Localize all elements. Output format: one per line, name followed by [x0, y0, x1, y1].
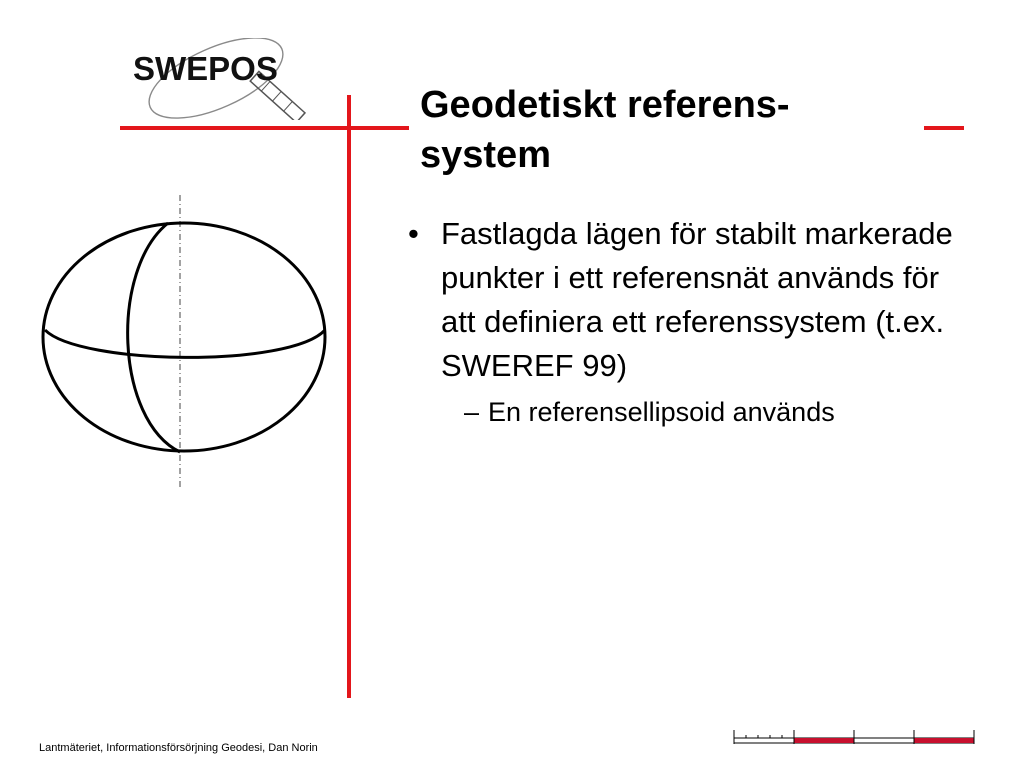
- red-horizontal-line-right: [924, 126, 964, 130]
- bullet-text: Fastlagda lägen för stabilt markerade punkter i ett referensnät används för att definiera ett referenssystem (t.ex. SWEREF 99): [441, 216, 953, 383]
- sub-bullet-marker: –: [464, 397, 480, 427]
- bullet-marker: •: [408, 216, 419, 251]
- swepos-logo-text: SWEPOS: [133, 50, 278, 87]
- red-horizontal-line-left: [120, 126, 409, 130]
- bullet-item: [408, 212, 968, 388]
- red-vertical-line: [347, 95, 351, 698]
- footer-text: Lantmäteriet, Informationsförsörjning Geodesi, Dan Norin: [39, 742, 318, 754]
- ellipsoid-icon: [40, 190, 332, 490]
- sub-bullet-text: En referensellipsoid används: [488, 397, 835, 427]
- slide-title: Geodetiskt referens-system: [420, 84, 790, 176]
- sub-bullet-item: [408, 393, 968, 431]
- scale-bar-icon: [732, 730, 976, 750]
- bullet-list: [408, 212, 968, 431]
